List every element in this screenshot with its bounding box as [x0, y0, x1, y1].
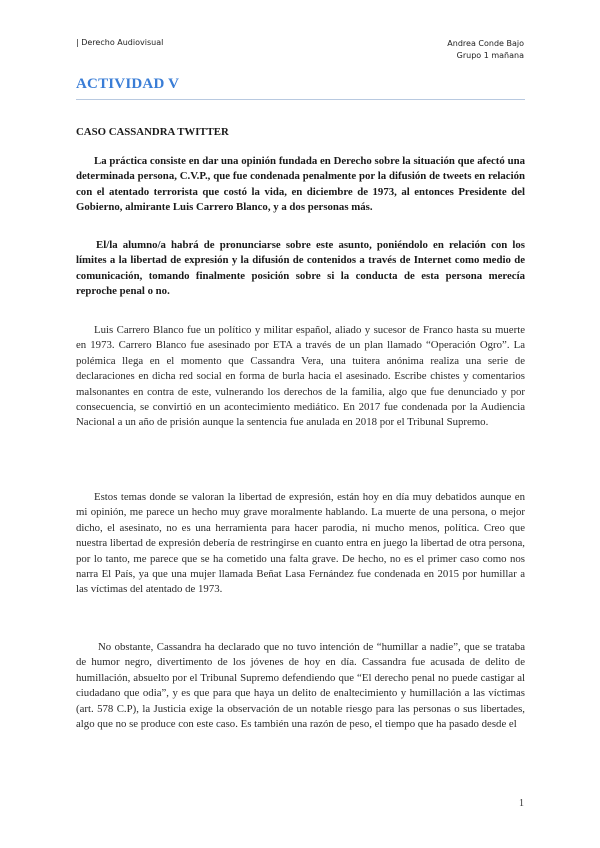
header-author: Andrea Conde Bajo — [447, 39, 524, 48]
case-title: CASO CASSANDRA TWITTER — [76, 126, 229, 138]
page-number: 1 — [519, 798, 524, 809]
paragraph-counterpoint: No obstante, Cassandra ha declarado que no tuvo intención de “humillar a nadie”, que se trataba de humor negro, divertimento de los jóvenes de hoy en día. Cassandra fue acusada de delito de humillación, absuelto por el Tribunal Supremo defendiendo que “El derecho penal no puede castigar al ciudadano que odia”, y es que para que haya un delito de enaltecimiento y humillación a las víctimas (art. 578 C.P), la Justicia exige la observación de un notable riesgo para las personas o sus libertades, algo que no se produce con este caso. Es también una razón de peso, el tiempo que ha pasado desde el — [76, 641, 525, 731]
paragraph-instructions: El/la alumno/a habrá de pronunciarse sobre este asunto, poniéndolo en relación con los límites a la libertad de expresión y la difusión de contenidos a través de Internet como medio de comunicación, tomando finalmente posición sobre si la conducta de esta persona merecía reproche penal o no. — [76, 239, 525, 298]
page-title: ACTIVIDAD V — [76, 76, 180, 92]
header-course: | Derecho Audiovisual — [76, 38, 164, 47]
header-author-block — [447, 38, 524, 62]
paragraph-assignment: La práctica consiste en dar una opinión fundada en Derecho sobre la situación que afectó una determinada persona, C.V.P., que fue condenada penalmente por la difusión de tweets en relación con el atentado terrorista que costó la vida, en diciembre de 1973, al entonces Presidente del Gobierno, almirante Luis Carrero Blanco, y a dos personas más. — [76, 155, 525, 214]
header-group: Grupo 1 mañana — [456, 51, 524, 60]
paragraph-opinion: Estos temas donde se valoran la libertad de expresión, están hoy en día muy debatidos aunque en mi opinión, me parece un hecho muy grave moralmente hablando. La muerte de una persona, o mejor dicho, el asesinato, no es una herramienta para hacer parodia, ni mucho menos, política. Creo que nuestra libertad de expresión debería de restringirse en cuanto entra en juego la libertad de otra persona, por lo tanto, me parece que se ha cometido una falta grave. De hecho, no es el primer caso como nos narra El País, ya que una mujer llamada Beñat Lasa Fernández fue condenada en 2015 por humillar a las víctimas del atentado de 1973. — [76, 491, 525, 596]
title-divider — [76, 99, 525, 100]
paragraph-background: Luis Carrero Blanco fue un político y militar español, aliado y sucesor de Franco hasta su muerte en 1973. Carrero Blanco fue asesinado por ETA a través de un plan llamado “Operación Ogro”. La polémica llega en el momento que Cassandra Vera, una tuitera anónima realiza una serie de declaraciones en dicha red social en forma de burla hacia el asesinado. Escribe chistes y comentarios malsonantes en contra de este, vulnerando los derechos de la familia, algo que fue denunciado y por consecuencia, se convirtió en un acontecimiento mediático. En 2017 fue condenada por la Audiencia Nacional a un año de prisión aunque la sentencia fue anulada en 2018 por el Tribunal Supremo. — [76, 324, 525, 429]
